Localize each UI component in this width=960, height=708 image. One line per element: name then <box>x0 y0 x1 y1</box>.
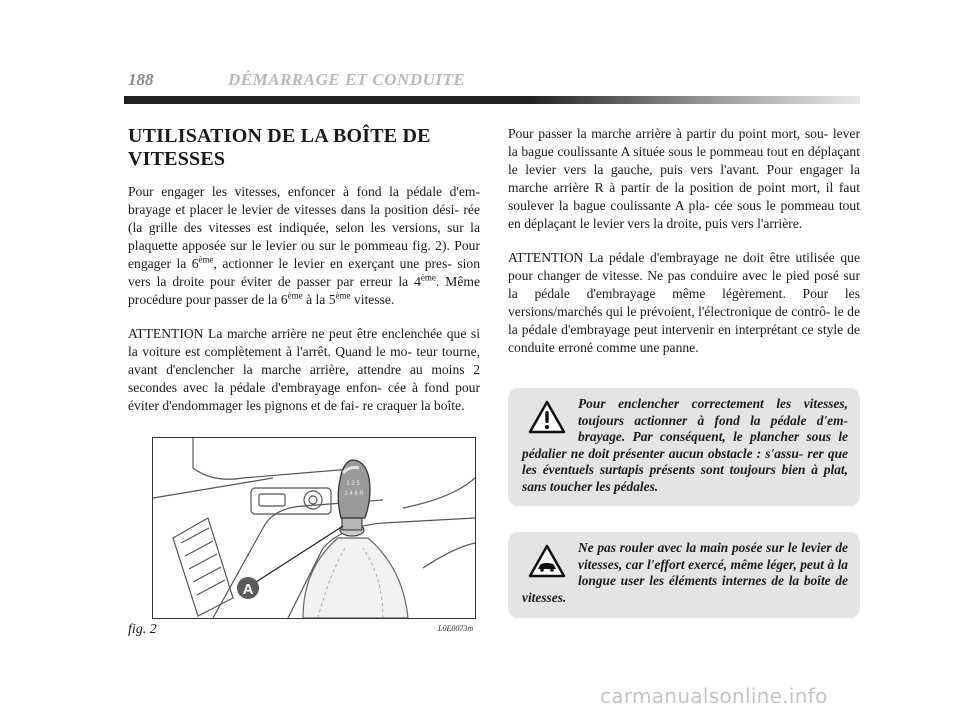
watermark: carmanualsonline.info <box>600 684 828 708</box>
warning-text-clutch: Pour enclencher correctement les vitesses, toujours actionner à fond la pédale d'em- brayage. Par conséquent, le plancher sous le pédalier ne doit présenter aucun obstacle : s'assu- rer que les éventuels surtapis présents sont toujours bien à plat, sans toucher les pédales. <box>522 396 848 494</box>
paragraph-reverse-procedure: Pour passer la marche arrière à partir du point mort, sou- lever la bague coulissante A située sous le pommeau tout en déplaçant le levier vers la gauche, puis vers l'avant. Pour engager la marche arrière R à partir de la position de point mort, il faut soulever la bague coulissante A pla- cée sous le pommeau tout en déplaçant le levier vers la droite, puis vers l'arrière. <box>508 126 860 231</box>
running-title: DÉMARRAGE ET CONDUITE <box>228 70 466 89</box>
knob-pattern-bottom: 2 4 6 R <box>344 491 364 497</box>
figure-code: L0E0073m <box>438 624 474 633</box>
warning-box-hand-on-lever <box>508 532 860 618</box>
warning-text-hand-on-lever: Ne pas rouler avec la main posée sur le levier de vitesses, car l'effort exercé, même léger, peut à la longue user les éléments internes de la boîte de vitesses. <box>522 540 848 605</box>
header-rule <box>124 96 860 104</box>
paragraph-gear-engagement: Pour engager les vitesses, enfoncer à fond la pédale d'em- brayage et placer le levier de vitesses dans la position dési- rée (la grille des vitesses est indiquée, selon les versions, sur la plaquette apposée sur le levier ou sur le pommeau fig. 2). Pour engager la 6ème, actionner le levier en exerçant une pres- sion vers la droite pour éviter de passer par erreur la 4ème. Même procédure pour passer de la 6ème à la 5ème vitesse. <box>128 184 480 307</box>
left-column <box>128 125 480 431</box>
warning-triangle-icon <box>528 400 566 439</box>
page-number: 188 <box>128 70 154 89</box>
figure-caption: fig. 2 <box>128 622 157 637</box>
paragraph-reverse-attention: ATTENTION La marche arrière ne peut être enclenchée que si la voiture est complètement à l'arrêt. Quand le mo- teur tourne, avant d'enclencher la marche arrière, attendre au moins 2 secondes avec la pédale d'embrayage enfon- cée à fond pour éviter d'endommager les pignons et de fai- re craquer la boîte. <box>128 326 480 413</box>
callout-a-label: A <box>242 581 254 598</box>
knob-pattern-top: 1 3 5 <box>346 481 360 487</box>
warning-box-clutch <box>508 388 860 506</box>
gear-lever-figure <box>152 437 476 619</box>
right-column <box>508 125 860 373</box>
warning-car-icon <box>528 544 566 583</box>
gear-lever-illustration <box>153 438 475 618</box>
paragraph-clutch-attention: ATTENTION La pédale d'embrayage ne doit être utilisée que pour changer de vitesse. Ne pas conduire avec le pied posé sur la pédale d'embrayage même légèrement. Pour les versions/marchés qui le prévoient, l'électronique de contrô- le de la pédale d'embrayage peut intervenir en interprétant ce style de conduite erroné comme une panne. <box>508 250 860 355</box>
section-heading: UTILISATION DE LA BOÎTE DE VITESSES <box>128 125 431 170</box>
